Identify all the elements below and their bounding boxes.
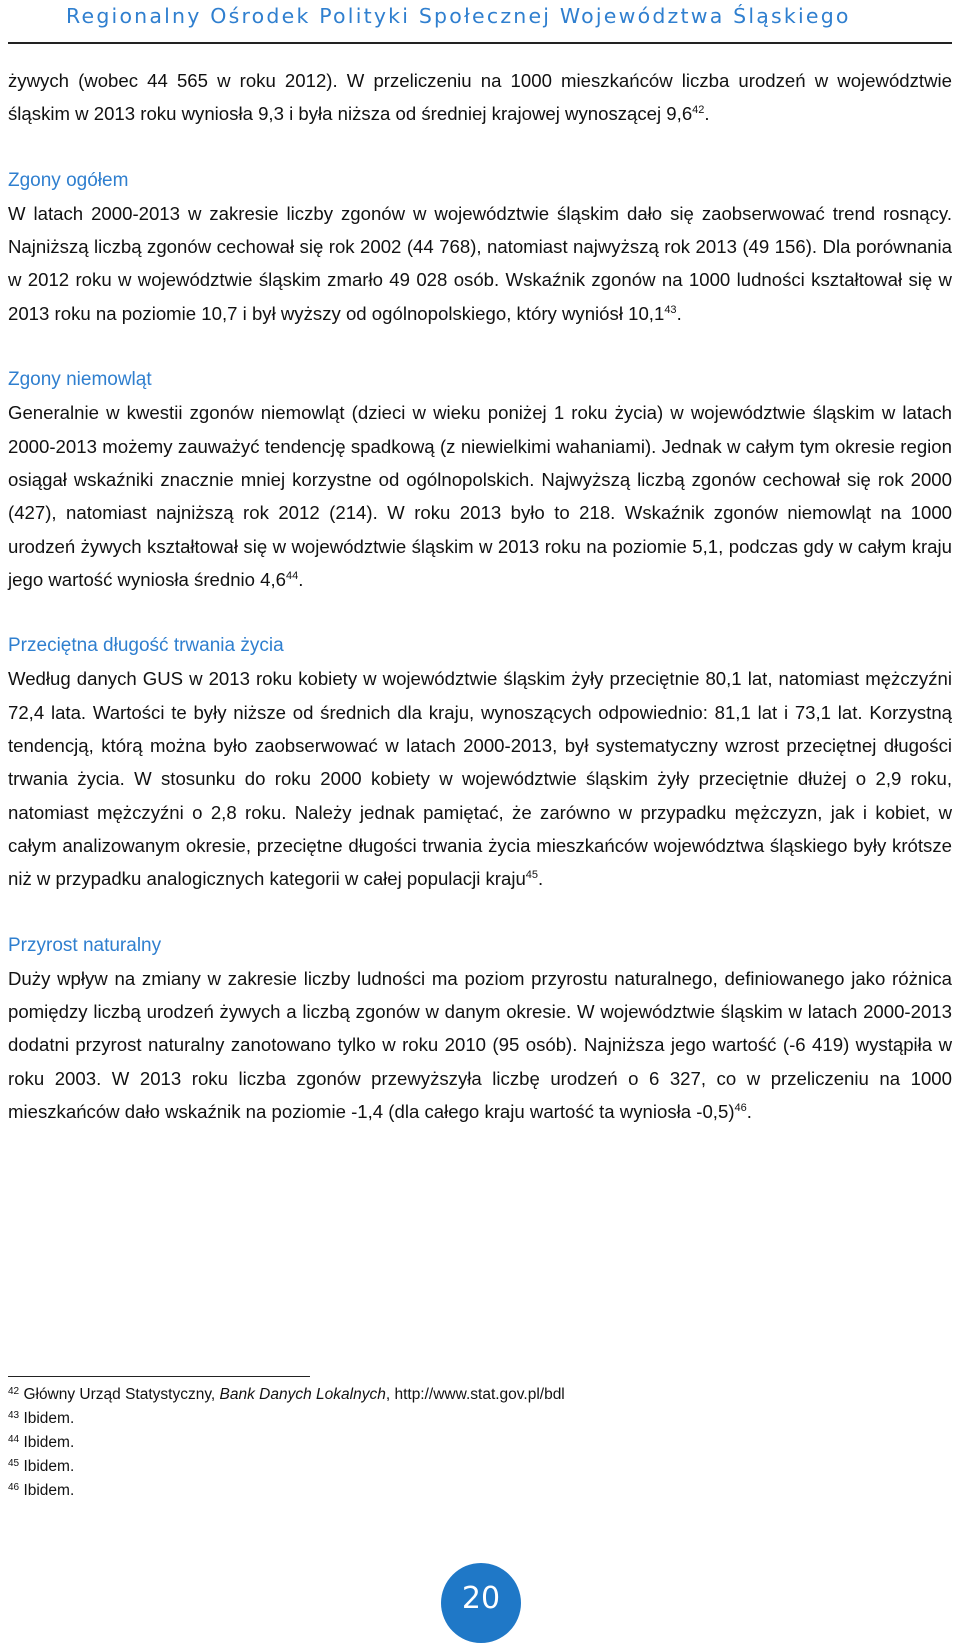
paragraph-text: W latach 2000-2013 w zakresie liczby zgonów w województwie śląskim dało się zaobserwować trend rosnący. Najniższą liczbą zgonów cechował się rok 2002 (44 768), natomiast najwyższą rok 2013 (49 156). Dla porównania w 2012 roku w województwie śląskim zmarło 49 028 osób. Wskaźnik zgonów na 1000 ludności kształtował się w 2013 roku na poziomie 10,7 i był wyższy od ogólnopolskiego, który wyniósł 10,1 xyxy=(8,202,952,324)
paragraph-text: Duży wpływ na zmiany w zakresie liczby ludności ma poziom przyrostu naturalnego, definiowanego jako różnica pomiędzy liczbą urodzeń żywych a liczbą zgonów w danym okresie. W województwie śląskim w latach 2000-2013 dodatni przyrost naturalny zanotowano tylko w roku 2010 (95 osób). Najniższa jego wartość (-6 419) wystąpiła w roku 2003. W 2013 roku liczba zgonów przewyższyła liczbę urodzeń o 6 327, co w przeliczeniu na 1000 mieszkańców dało wskaźnik na poziomie -1,4 (dla całego kraju wartość ta wyniosła -0,5) xyxy=(8,967,952,1123)
footnote-number: 42 xyxy=(8,1386,20,1397)
footnote-text: Ibidem. xyxy=(23,1458,75,1475)
footnote-item xyxy=(8,1407,952,1431)
footnote-url[interactable]: , http://www.stat.gov.pl/bdl xyxy=(385,1386,565,1403)
paragraph-end: . xyxy=(538,868,544,890)
intro-end: . xyxy=(704,103,710,125)
footnote-text: Główny Urząd Statystyczny, xyxy=(23,1386,220,1403)
footnote-item xyxy=(8,1383,952,1407)
footnote-text: Ibidem. xyxy=(23,1434,75,1451)
footnote-item xyxy=(8,1431,952,1455)
section-paragraph-zgony-niemowlat xyxy=(8,396,952,596)
section-title-dlugosc-zycia: Przeciętna długość trwania życia xyxy=(8,635,284,657)
paragraph-text: Według danych GUS w 2013 roku kobiety w województwie śląskim żyły przeciętnie 80,1 lat, natomiast mężczyźni 72,4 lata. Wartości te były niższe od średnich dla kraju, wynoszących odpowiednio: 81,1 lat i 73,1 lat. Korzystną tendencją, którą można było zaobserwować w latach 2000-2013, był systematyczny wzrost przeciętnej długości trwania życia. W stosunku do roku 2000 kobiety w województwie śląskim żyły przeciętnie dłużej o 2,9 roku, natomiast mężczyźni o 2,8 roku. Należy jednak pamiętać, że zarówno w przypadku mężczyzn, jak i kobiet, w całym analizowanym okresie, przeciętne długości trwania życia mieszkańców województwa śląskiego były krótsze niż w przypadku analogicznych kategorii w całej populacji kraju xyxy=(8,668,952,890)
footnote-text: Ibidem. xyxy=(23,1482,75,1499)
footnotes xyxy=(8,1376,952,1503)
footnote-text: Ibidem. xyxy=(23,1410,75,1427)
page-number-badge xyxy=(441,1563,521,1643)
paragraph-text: Generalnie w kwestii zgonów niemowląt (dzieci w wieku poniżej 1 roku życia) w województwie śląskim w latach 2000-2013 możemy zauważyć tendencję spadkową (z niewielkimi wahaniami). Jednak w całym tym okresie region osiągał wskaźniki znacznie mniej korzystne od ogólnopolskich. Najwyższą liczbą zgonów cechował się rok 2000 (427), natomiast najniższą rok 2012 (214). W roku 2013 było to 218. Wskaźnik zgonów niemowląt na 1000 urodzeń żywych kształtował się w województwie śląskim w 2013 roku na poziomie 5,1, podczas gdy w całym kraju jego wartość wyniosła średnio 4,6 xyxy=(8,402,952,590)
footnote-ref[interactable]: 45 xyxy=(525,869,539,882)
section-paragraph-przyrost-naturalny xyxy=(8,962,952,1128)
footnote-number: 45 xyxy=(8,1458,20,1469)
footnote-number: 46 xyxy=(8,1482,20,1493)
footnote-number: 44 xyxy=(8,1434,20,1445)
section-paragraph-dlugosc-zycia xyxy=(8,662,952,895)
intro-text: żywych (wobec 44 565 w roku 2012). W przeliczeniu na 1000 mieszkańców liczba urodzeń w województwie śląskim w 2013 roku wyniosła 9,3 i była niższa od średniej krajowej wynoszącej 9,6 xyxy=(8,70,952,125)
footnote-number: 43 xyxy=(8,1410,20,1421)
footnote-ref[interactable]: 42 xyxy=(692,104,705,117)
footnote-item xyxy=(8,1455,952,1479)
footnote-ref[interactable]: 46 xyxy=(734,1102,747,1115)
section-title-zgony-ogolem: Zgony ogółem xyxy=(8,169,129,191)
section-title-zgony-niemowlat: Zgony niemowląt xyxy=(8,369,152,391)
footnote-italic: Bank Danych Lokalnych xyxy=(219,1386,386,1403)
page-number: 20 xyxy=(461,1581,501,1616)
footnote-item xyxy=(8,1479,952,1503)
paragraph-end: . xyxy=(676,302,682,324)
footnote-divider xyxy=(8,1376,310,1377)
intro-paragraph xyxy=(8,64,952,131)
paragraph-end: . xyxy=(746,1101,752,1123)
footnote-ref[interactable]: 44 xyxy=(286,569,299,582)
header-title: Regionalny Ośrodek Polityki Społecznej Województwa Śląskiego xyxy=(66,4,851,28)
document-body xyxy=(8,64,952,1128)
section-title-przyrost-naturalny: Przyrost naturalny xyxy=(8,934,162,956)
page-header xyxy=(8,0,952,44)
paragraph-end: . xyxy=(298,568,304,590)
section-paragraph-zgony-ogolem xyxy=(8,197,952,330)
footnote-ref[interactable]: 43 xyxy=(664,303,677,316)
